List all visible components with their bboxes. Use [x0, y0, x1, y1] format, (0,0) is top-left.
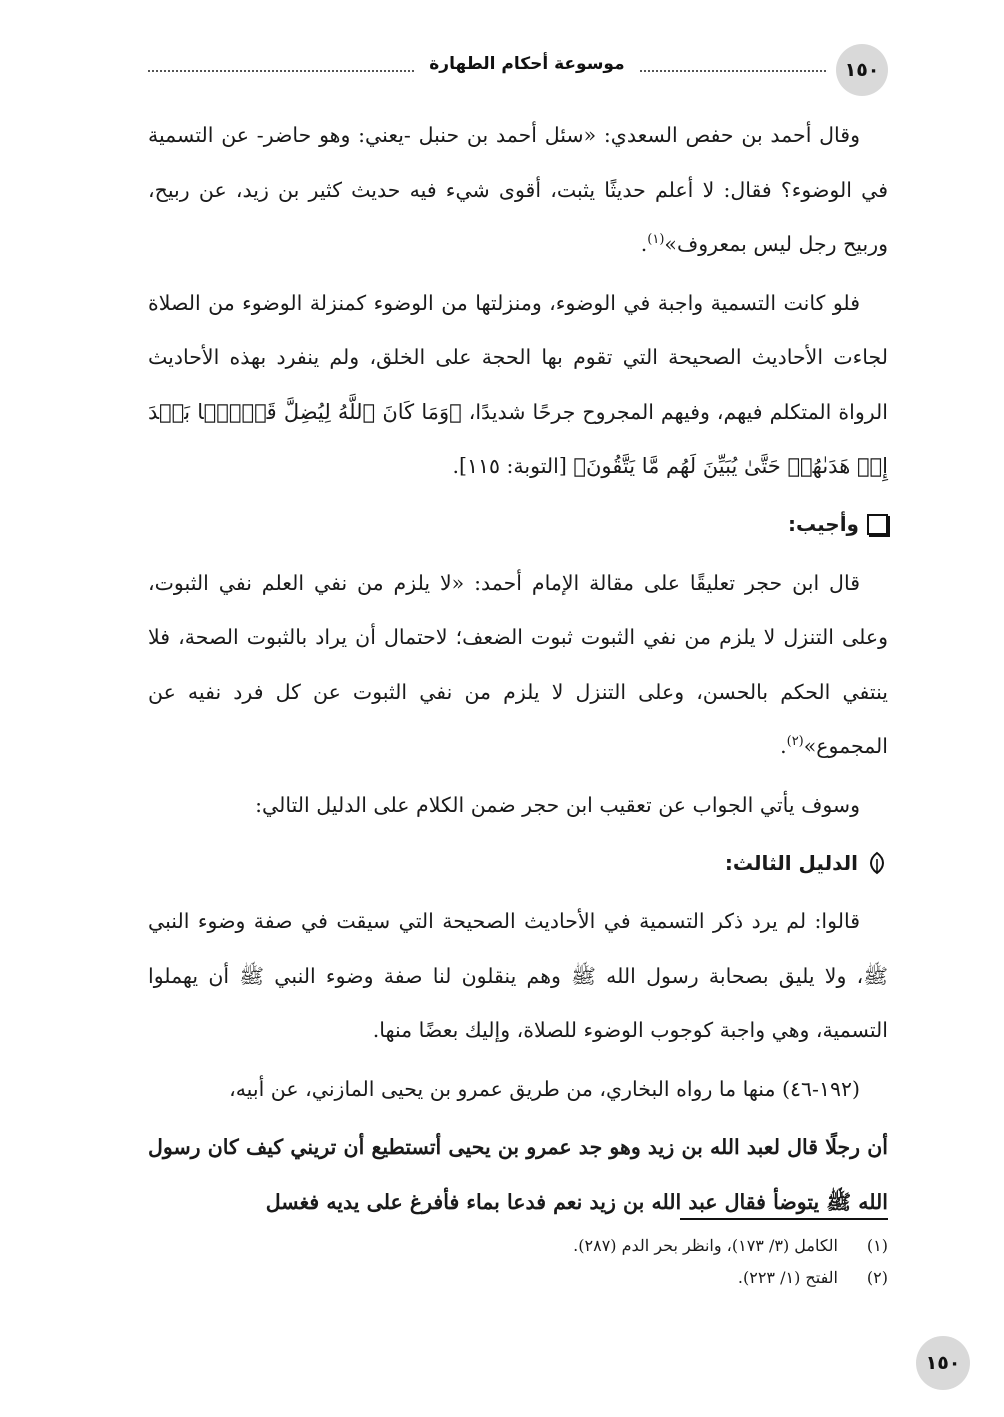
heading-answer — [148, 498, 888, 552]
paragraph-hadith-intro: (١٩٢-٤٦) منها ما رواه البخاري، من طريق عمرو بن يحيى المازني، عن أبيه، — [229, 1076, 860, 1101]
footnote-rule — [680, 1218, 888, 1220]
paragraph-hadith-text: أن رجلًا قال لعبد الله بن زيد وهو جد عمرو بن يحيى أتستطيع أن تريني كيف كان رسول الله ﷺ يتوضأ فقال عبد الله بن زيد نعم فدعا بماء فأفرغ على يديه فغسل — [148, 1135, 888, 1214]
heading-third-evidence — [148, 836, 888, 890]
footnote-item — [148, 1262, 888, 1294]
footnote-ref-2: (٢) — [786, 734, 804, 750]
heading-third-evidence-label: الدليل الثالث: — [724, 850, 858, 875]
leaf-icon — [866, 851, 888, 875]
paragraph-argument: فلو كانت التسمية واجبة في الوضوء، ومنزلتها من الوضوء كمنزلة الوضوء من الصلاة لجاءت الأحاديث الصحيحة التي تقوم بها الحجة على الخلق، ولم ينفرد بهذه الأحاديث الرواة المتكلم فيهم، وفيهم المجروح جرحًا شديدًا، ﴿وَمَا كَانَ ٱللَّهُ لِيُضِلَّ قَوۡمَۢا بَعۡدَ إِذۡ هَدَىٰهُمۡ حَتَّىٰ يُبَيِّنَ لَهُم مَّا يَتَّقُونَ﴾ [التوبة: ١١٥]. — [148, 290, 888, 478]
checkbox-icon — [867, 514, 888, 535]
footnote-text: الكامل (٣/ ١٧٣)، وانظر بحر الدم (٢٨٧). — [573, 1236, 838, 1255]
paragraph-ahmad-quote: وقال أحمد بن حفص السعدي: «سئل أحمد بن حنبل -يعني: وهو حاضر- عن التسمية في الوضوء؟ فقال: لا أعلم حديثًا يثبت، أقوى شيء فيه حديث كثير بن زيد، عن ربيح، وربيح رجل ليس بمعروف»$^{(١)}$. — [148, 123, 888, 256]
footnote-number: (٢) — [866, 1268, 888, 1287]
heading-answer-label: وأجيب: — [787, 512, 859, 537]
paragraph-transition: وسوف يأتي الجواب عن تعقيب ابن حجر ضمن الكلام على الدليل التالي: — [255, 792, 860, 817]
footnote-item — [148, 1230, 888, 1262]
footnote-number: (١) — [866, 1236, 888, 1255]
paragraph-third-evidence: قالوا: لم يرد ذكر التسمية في الأحاديث الصحيحة التي سيقت في صفة وضوء النبي ﷺ، ولا يليق بصحابة رسول الله ﷺ وهم ينقلون لنا صفة وضوء النبي ﷺ أن يهملوا التسمية، وهي واجبة كوجوب الوضوء للصلاة، وإليك بعضًا منها. — [148, 909, 888, 1042]
paragraph-ibn-hajar: قال ابن حجر تعليقًا على مقالة الإمام أحمد: «لا يلزم من نفي العلم نفي الثبوت، وعلى التنزل لا يلزم من نفي الثبوت ثبوت الضعف؛ لاحتمال أن يراد بالثبوت الصحة، فلا ينتفي الحكم بالحسن، وعلى التنزل لا يلزم من نفي الثبوت عن كل فرد نفيه عن المجموع»$^{(٢)}$. — [148, 570, 888, 758]
main-text — [148, 108, 888, 1233]
header-page-number: ١٥٠ — [836, 44, 888, 96]
running-title: موسوعة أحكام الطهارة — [415, 54, 638, 74]
verse-reference: [التوبة: ١١٥]. — [452, 454, 567, 478]
running-header — [148, 44, 888, 100]
footnote-ref-1: (١) — [647, 232, 665, 248]
footer-page-number: ١٥٠ — [916, 1336, 970, 1390]
quran-verse: ﴿وَمَا كَانَ ٱللَّهُ لِيُضِلَّ قَوۡمَۢا بَعۡدَ إِذۡ هَدَىٰهُمۡ حَتَّىٰ يُبَيِّنَ لَهُم مَّا يَتَّقُونَ﴾ — [148, 399, 888, 478]
footnote-text: الفتح (١/ ٢٢٣). — [737, 1268, 838, 1287]
footnotes — [148, 1230, 888, 1294]
